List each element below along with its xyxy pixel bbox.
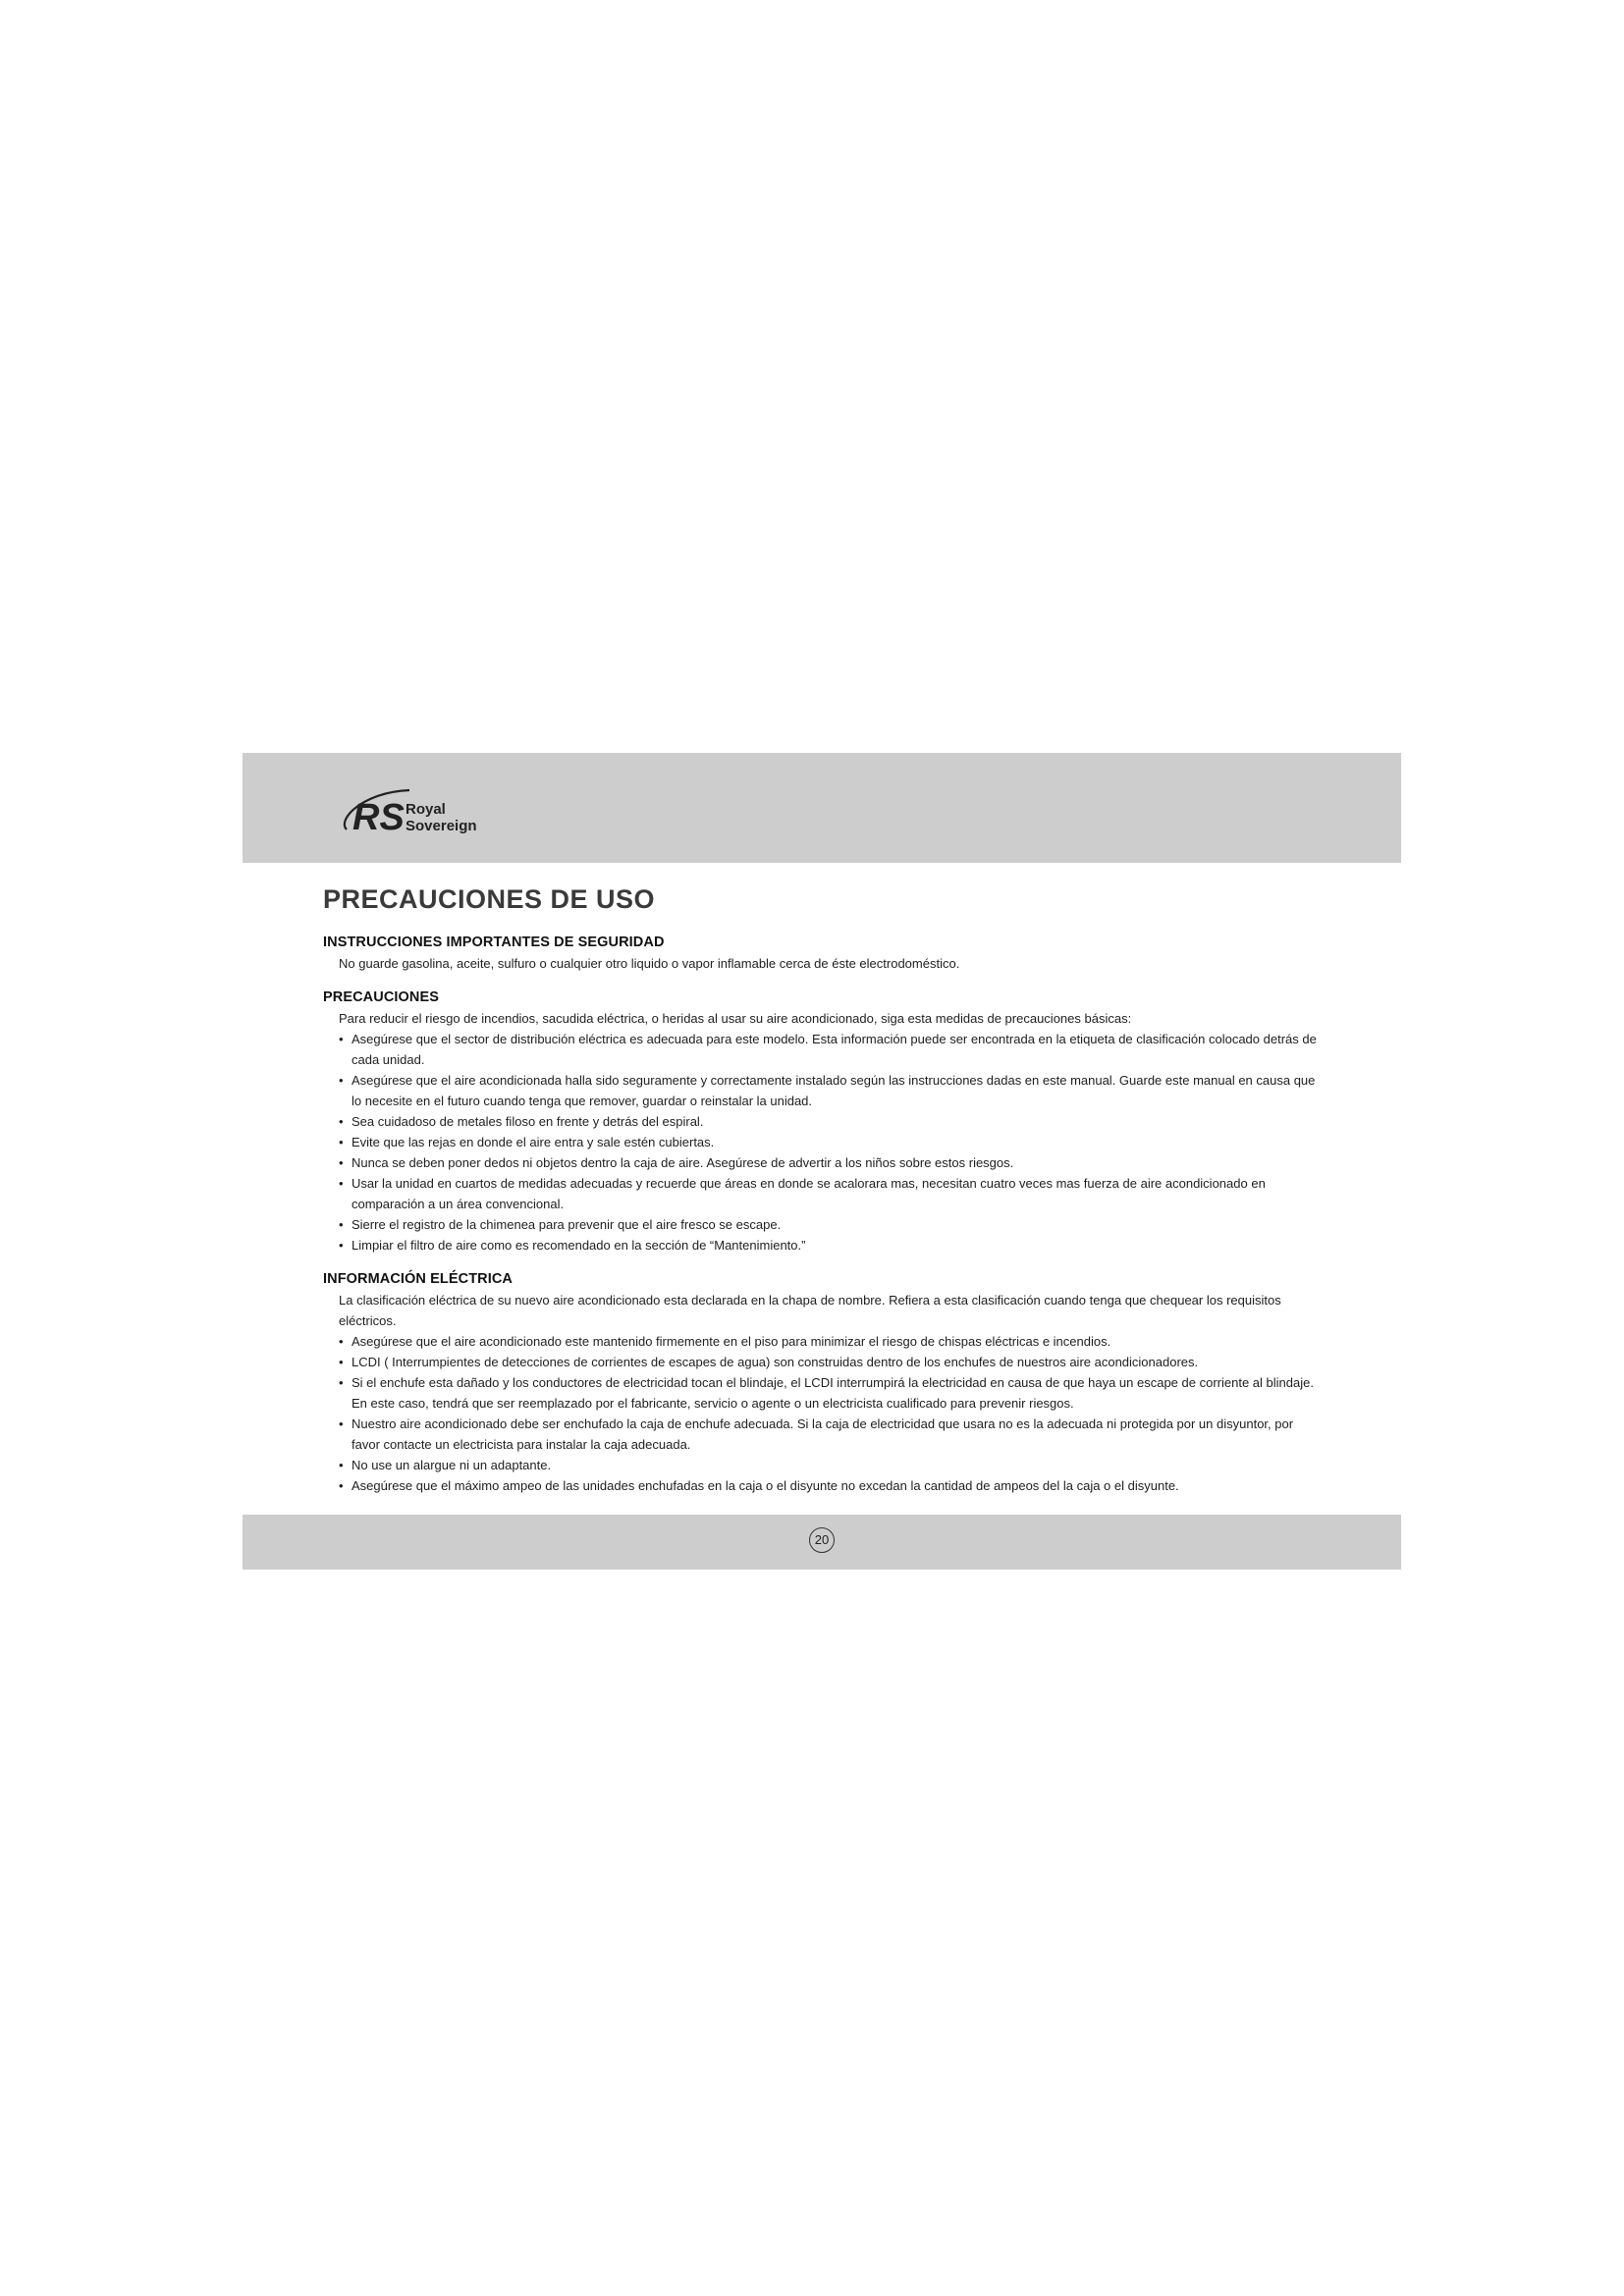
- page-title: PRECAUCIONES DE USO: [323, 884, 656, 914]
- precautions-section: [323, 989, 1321, 1255]
- safety-heading: INSTRUCCIONES IMPORTANTES DE SEGURIDAD: [323, 934, 665, 950]
- electrical-intro: La clasificación eléctrica de su nuevo aire acondicionado esta declarada en la chapa de nombre. Refiera a esta clasificación cuando tenga que chequear los requisitos eléctricos.: [339, 1293, 1281, 1328]
- list-item: • Asegúrese que el aire acondicionado este mantenido firmemente en el piso para minimizar el riesgo de chispas eléctricas e incendios.: [339, 1331, 1321, 1352]
- list-item: • Asegúrese que el máximo ampeo de las unidades enchufadas en la caja o el disyunte no excedan la cantidad de ampeos del la caja o el disyunte.: [339, 1475, 1321, 1496]
- list-item: • Evite que las rejas en donde el aire entra y sale estén cubiertas.: [339, 1132, 1321, 1152]
- precautions-heading: PRECAUCIONES: [323, 989, 440, 1005]
- list-item: • Nuestro aire acondicionado debe ser enchufado la caja de enchufe adecuada. Si la caja de electricidad que usara no es la adecuada ni protegida por un disyuntor, por favor contacte un electricista para instalar la caja adecuada.: [339, 1414, 1321, 1455]
- list-item: • Nunca se deben poner dedos ni objetos dentro la caja de aire. Asegúrese de advertir a los niños sobre estos riesgos.: [339, 1152, 1321, 1173]
- list-item: • Limpiar el filtro de aire como es recomendado en la sección de “Mantenimiento.”: [339, 1235, 1321, 1255]
- manual-page: [243, 753, 1401, 1512]
- list-item: • Si el enchufe esta dañado y los conductores de electricidad tocan el blindaje, el LCDI interrumpirá la electricidad en causa de que haya un escape de corriente al blindaje. En este caso, tendrá que ser reemplazado por el fabricante, servicio o agente o un electricista cualificado para prevenir riesgos.: [339, 1372, 1321, 1414]
- list-item: • Sierre el registro de la chimenea para prevenir que el aire fresco se escape.: [339, 1214, 1321, 1235]
- list-item: • Usar la unidad en cuartos de medidas adecuadas y recuerde que áreas en donde se acalorara mas, necesitan cuatro veces mas fuerza de aire acondicionado en comparación a un área convencional.: [339, 1173, 1321, 1214]
- logo-mark: RS: [352, 797, 405, 838]
- list-item: • LCDI ( Interrumpientes de detecciones de corrientes de escapes de agua) son construidas dentro de los enchufes de nuestros aire acondicionadores.: [339, 1352, 1321, 1372]
- content: [243, 863, 1401, 1496]
- logo-line1: Royal: [406, 801, 446, 818]
- list-item: • Asegúrese que el sector de distribución eléctrica es adecuada para este modelo. Esta información puede ser encontrada en la etiqueta de clasificación colocado detrás de cada unidad.: [339, 1029, 1321, 1070]
- safety-section: [323, 934, 1321, 974]
- royal-sovereign-logo: [333, 780, 505, 843]
- list-item: • Sea cuidadoso de metales filoso en frente y detrás del espiral.: [339, 1111, 1321, 1132]
- list-item: • Asegúrese que el aire acondicionada halla sido seguramente y correctamente instalado según las instrucciones dadas en este manual. Guarde este manual en causa que lo necesite en el futuro cuando tenga que remover, guardar o reinstalar la unidad.: [339, 1070, 1321, 1111]
- electrical-section: [323, 1271, 1321, 1496]
- list-item: • No use un alargue ni un adaptante.: [339, 1455, 1321, 1475]
- page-number: 20: [809, 1527, 835, 1553]
- logo-graphic: [333, 780, 505, 843]
- electrical-list: [323, 1331, 1321, 1496]
- safety-text: No guarde gasolina, aceite, sulfuro o cualquier otro liquido o vapor inflamable cerca de éste electrodoméstico.: [339, 956, 960, 971]
- header-band: [243, 753, 1401, 863]
- footer-band: [243, 1515, 1401, 1570]
- precautions-list: [323, 1029, 1321, 1255]
- precautions-intro: Para reducir el riesgo de incendios, sacudida eléctrica, o heridas al usar su aire acondicionado, siga esta medidas de precauciones básicas:: [339, 1011, 1132, 1026]
- electrical-heading: INFORMACIÓN ELÉCTRICA: [323, 1271, 514, 1287]
- logo-line2: Sovereign: [406, 818, 477, 834]
